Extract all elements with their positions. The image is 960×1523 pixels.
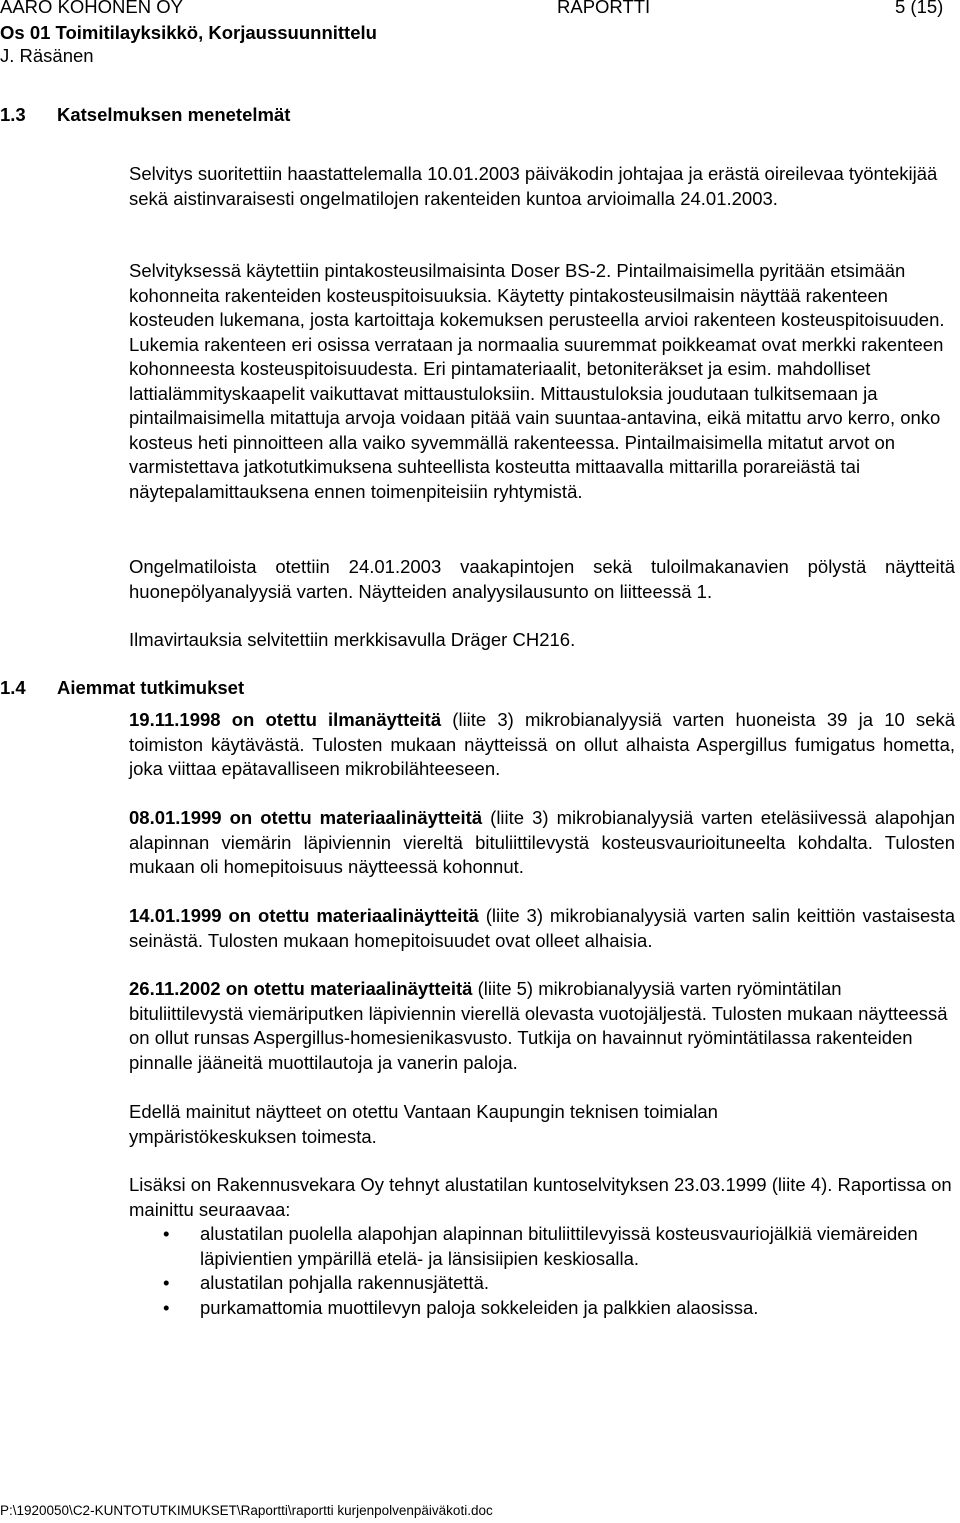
paragraph-vantaa: Edellä mainitut näytteet on otettu Vantaan Kaupungin teknisen toimialan ympäristökeskuksen toimesta.: [129, 1101, 718, 1147]
paragraph-sample-4: [129, 977, 955, 1075]
section-number: 1.3: [0, 104, 26, 125]
list-item: [129, 1222, 955, 1271]
sample-date-bold: 26.11.2002 on otettu materiaalinäytteitä: [129, 978, 473, 999]
section-number: 1.4: [0, 677, 26, 698]
footer-file-path: P:\1920050\C2-KUNTOTUTKIMUKSET\Raportti\raportti kurjenpolvenpäiväkoti.doc: [0, 1503, 493, 1518]
paragraph-dust-samples: Ongelmatiloista otettiin 24.01.2003 vaakapintojen sekä tuloilmakanavien pölystä näytteitä huonepölyanalyysiä varten. Näytteiden analyysilausunto on liitteessä 1.: [129, 556, 955, 602]
paragraph-sample-2: [129, 806, 955, 880]
sample-text: (liite 3) mikrobianalyysiä varten huoneista 39 ja 10 sekä toimiston käytävästä. Tulosten mukaan näytteissä on ollut alhaista Aspergillus fumigatus hometta, joka viittaa epätavalliseen mikrobilähteeseen.: [129, 709, 956, 779]
list-item-text: alustatilan pohjalla rakennusjätettä.: [200, 1272, 489, 1293]
list-item: [129, 1296, 955, 1321]
sample-text: (liite 3) mikrobianalyysiä varten eteläsiivessä alapohjan alapinnan viemärin läpiviennin viereltä bituliittilevystä kosteusvaurioituneelta kohdalta. Tulosten mukaan oli homepitoisuus näytteessä kohonnut.: [129, 807, 955, 877]
paragraph-moisture-meter: Selvityksessä käytettiin pintakosteusilmaisinta Doser BS-2. Pintailmaisimella pyritään etsimään kohonneita rakenteiden kosteuspitoisuuksia. Käytetty pintakosteusilmaisin näyttää rakenteen kosteuden lukemana, josta kartoittaja kokemuksen perusteella arvioi rakenteen kosteuspitoisuuden. Lukemia rakenteen eri osissa verrataan ja normaalia suuremmat poikkeamat ovat merkki rakenteen kohonneesta kosteuspitoisuudesta. Eri pintamateriaalit, betoniteräkset ja esim. mahdolliset lattialämmityskaapelit vaikuttavat mittaustuloksiin. Mittaustuloksia joudutaan tulkitsemaan ja pintailmaisimella mitattuja arvoja voidaan pitää vain suuntaa-antavina, eikä mitattu arvo kerro, onko kosteus heti pinnoitteen alla vaiko syvemmällä rakenteessa. Pintailmaisimella mitatut arvot on varmistettava jatkotutkimuksena suhteellista kosteutta mittaavalla mittarilla porareiästä tai näytepalamittauksena ennen toimenpiteisiin ryhtymistä.: [129, 260, 945, 502]
author-name: J. Räsänen: [0, 45, 94, 66]
paragraph-airflow: Ilmavirtauksia selvitettiin merkkisavulla Dräger CH216.: [129, 629, 576, 650]
sample-text: (liite 3) mikrobianalyysiä varten salin keittiön vastaisesta seinästä. Tulosten mukaan homepitoisuudet ovat olleet alhaisia.: [129, 905, 955, 951]
bullet-icon: •: [163, 1272, 170, 1293]
list-item: [129, 1271, 955, 1296]
sample-text: (liite 5) mikrobianalyysiä varten ryömintätilan bituliittilevystä viemäriputken läpiviennin vierellä olevasta vuotojäljestä. Tulosten mukaan näytteessä on ollut runsas Aspergillus-homesienikasvusto. Tutkija on havainnut ryömintätilassa rakenteiden pinnalle jääneitä muottilautoja ja vanerin paloja.: [129, 978, 948, 1073]
unit-name: Os 01 Toimitilayksikkö, Korjaussuunnittelu: [0, 22, 377, 43]
page-number: 5 (15): [895, 0, 944, 17]
section-heading-1-4: [0, 677, 244, 699]
list-item-text: purkamattomia muottilevyn paloja sokkeleiden ja palkkien alaosissa.: [200, 1296, 759, 1318]
bullet-icon: •: [163, 1223, 170, 1244]
section-title: Aiemmat tutkimukset: [57, 677, 245, 698]
sample-date-bold: 14.01.1999 on otettu materiaalinäytteitä: [129, 905, 479, 926]
sample-date-bold: 19.11.1998 on otettu ilmanäytteitä: [129, 709, 442, 730]
report-label: RAPORTTI: [557, 0, 651, 17]
section-heading-1-3: [0, 104, 290, 126]
company-name: AARO KOHONEN OY: [0, 0, 183, 17]
paragraph-sample-1: [129, 708, 955, 782]
list-item-text: alustatilan puolella alapohjan alapinnan bituliittilevyissä kosteusvauriojälkiä viemäreiden läpivientien ympärillä etelä- ja länsisiipien keskiosalla.: [200, 1223, 918, 1269]
section-title: Katselmuksen menetelmät: [57, 104, 291, 125]
paragraph-sample-3: [129, 904, 955, 953]
paragraph-rakennusvekara: Lisäksi on Rakennusvekara Oy tehnyt alustatilan kuntoselvityksen 23.03.1999 (liite 4). Raportissa on mainittu seuraavaa:: [129, 1174, 952, 1220]
bullet-icon: •: [163, 1296, 170, 1318]
sample-date-bold: 08.01.1999 on otettu materiaalinäytteitä: [129, 807, 483, 828]
findings-list: [129, 1222, 955, 1320]
paragraph-method-intro: Selvitys suoritettiin haastattelemalla 10.01.2003 päiväkodin johtajaa ja erästä oireilevaa työntekijää sekä aistinvaraisesti ongelmatilojen rakenteiden kuntoa arvioimalla 24.01.2003.: [129, 163, 938, 209]
